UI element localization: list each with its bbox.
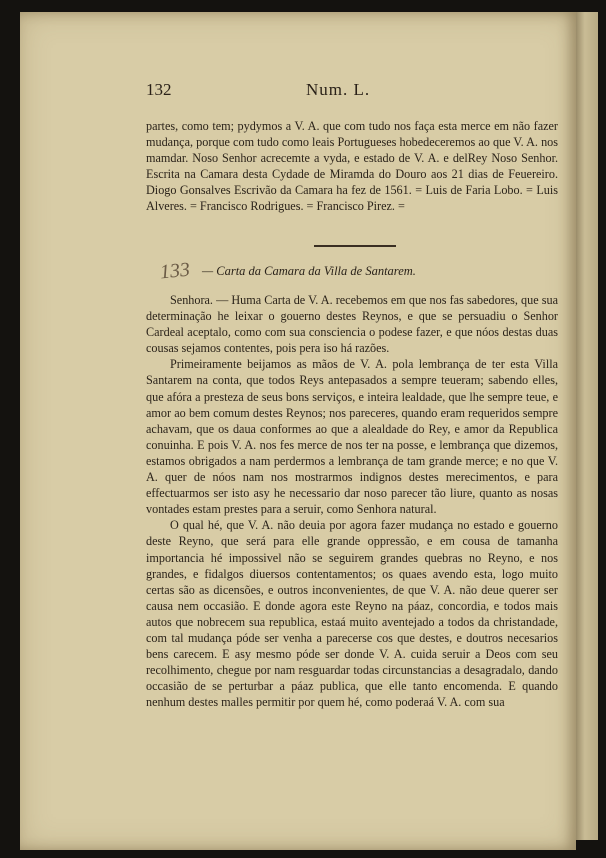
letter-body: [146, 292, 558, 710]
letter-paragraph: Primeiramente beijamos as mãos de V. A. pola lembrança de ter esta Villa Santarem na conta, que todos Reys antepasados a sempre teueram; sabendo elles, que afóra a presteza de seus bons serviços, e inteira lealdade, que lhe sempre teue, e amor ao bem comum destes Reynos; nos pareceres, quando eram requeridos sempre achavam, que os daua conformes ao que a alealdade do Rey, e amor da Republica conuinha. E pois V. A. nos fes merce de nos ter na posse, e lembrança que dizemos, estamos obrigados a nam perdermos a lembrança de tam grande merce; e no que V. A. quer de nóos nam nos mostrarmos indignos destes merecimentos, e para effectuarmos ser isto asy he necessario dar noso parecer tão liure, quanto as nosas vontades estam prestes para a seruir, como Senhora natural.: [146, 357, 558, 517]
page-number: 132: [146, 80, 172, 99]
running-head: Num. L.: [306, 80, 371, 99]
facing-page-edge: [576, 12, 598, 840]
closing-text-block: partes, como tem; pydymos a V. A. que com tudo nos faça esta merce em não fazer mudança, porque com tudo como leais Portugueses hobedeceremos ao que V. A. nos mamdar. Noso Senhor acrecemte a vyda, e estado de V. A. e delRey Noso Senhor. Escrita na Camara desta Cydade de Miramda do Douro aos 21 dias de Feuereiro. Diogo Gonsalves Escrivão da Camara ha fez de 1561. = Luis de Faria Lobo. = Luis Alveres. = Francisco Rodrigues. = Francisco Pirez. =: [146, 119, 558, 214]
handwritten-margin-number: 133: [158, 258, 192, 284]
section-heading: [150, 260, 550, 284]
section-title: — Carta da Camara da Villa de Santarem.: [202, 264, 416, 278]
page-header: [146, 80, 566, 104]
letter-paragraph: O qual hé, que V. A. não deuia por agora fazer mudança no estado e gouerno deste Reyno, que será para elle grande oppressão, e em cousa de tamanha importancia hé impossivel não se seguirem grandes quebras no Reyno, e nos grandes, e fidalgos diuersos contentamentos; os quaes avendo esta, logo muito certas são as dicensões, e outros inconvenientes, de que V. A. não deue querer ser causa nem occasião. E donde agora este Reyno na páaz, concordia, e todos mais autos que nobrecem sua republica, estaá muito aventejado a todos da christandade, com tal mudança póde ser venha a parecerse cos que destes, e doutros necesarios bens carecem. E asy mesmo póde ser donde V. A. cuida seruir a Deos com seu recolhimento, chegue por nam resguardar todas circunstancias a desagradalo, dando occasião de se perturbar a páaz publica, que elle tanto encomenda. E quando nenhum destes malles permitir por quem hé, como poderaá V. A. com sua: [146, 518, 558, 710]
letter-paragraph: Senhora. — Huma Carta de V. A. recebemos em que nos fas sabedores, que sua determinação he leixar o gouerno destes Reynos, e que se persuadiu o Senhor Cardeal aceptalo, como com sua consciencia o podese fazer, e que nóos destas duas cousas sejamos contentes, pois pera iso há razões.: [146, 293, 558, 356]
section-separator: [314, 245, 396, 247]
